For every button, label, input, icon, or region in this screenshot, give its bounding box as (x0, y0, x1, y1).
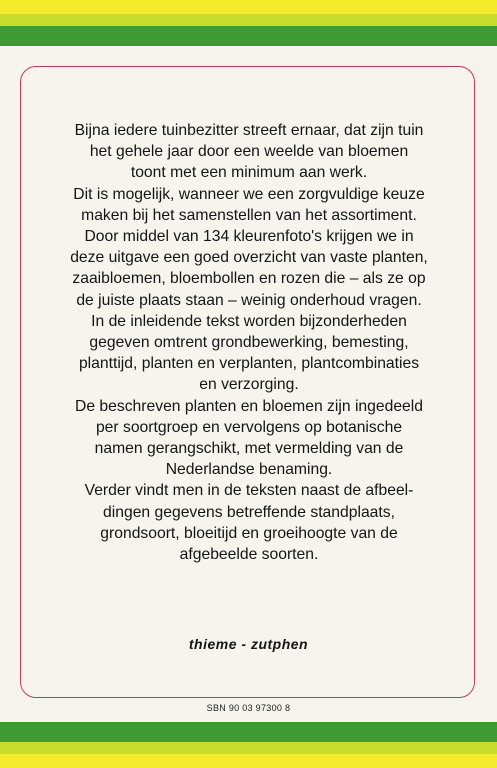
publisher-name: thieme - zutphen (188, 636, 309, 652)
blurb-line: toont met een minimum aan werk. (130, 164, 368, 182)
top-green-stripe (0, 26, 497, 46)
blurb-line: de juiste plaats staan – weinig onderhoud vragen. (76, 291, 422, 309)
isbn-number: SBN 90 03 97300 8 (206, 703, 291, 713)
blurb-line: Door middel van 134 kleurenfoto's krijgen we in (84, 228, 414, 246)
blurb-line: planttijd, planten en verplanten, plantcombinaties (78, 355, 420, 373)
blurb-line: grondsoort, bloeitijd en groeihoogte van de (100, 524, 398, 542)
blurb-line: maken bij het samenstellen van het assortiment. (81, 206, 417, 224)
blurb-text (34, 120, 464, 565)
blurb-line: afgebeelde soorten. (179, 546, 319, 564)
top-yellow-stripe (0, 0, 497, 14)
blurb-line: namen gerangschikt, met vermelding van de (94, 440, 404, 458)
blurb-line: Nederlandse benaming. (165, 461, 333, 479)
blurb-line: en verzorging. (199, 376, 299, 394)
top-lime-stripe (0, 14, 497, 26)
bottom-green-stripe (0, 722, 497, 742)
blurb-line: per soortgroep en vervolgens op botanische (95, 418, 403, 436)
bottom-lime-stripe (0, 742, 497, 754)
blurb-line: gegeven omtrent grondbewerking, bemesting, (89, 334, 409, 352)
blurb-line: deze uitgave een goed overzicht van vaste planten, (70, 249, 428, 267)
blurb-line: zaaibloemen, bloembollen en rozen die – als ze op (72, 270, 426, 288)
blurb-line: In de inleidende tekst worden bijzonderheden (91, 312, 407, 330)
blurb-line: De beschreven planten en bloemen zijn ingedeeld (75, 397, 423, 415)
blurb-line: Verder vindt men in de teksten naast de afbeel- (84, 482, 414, 500)
blurb-line: het gehele jaar door een weelde van bloemen (89, 143, 409, 161)
blurb-line: Bijna iedere tuinbezitter streeft ernaar, dat zijn tuin (74, 122, 424, 139)
blurb-line: Dit is mogelijk, wanneer we een zorgvuldige keuze (73, 185, 425, 203)
bottom-yellow-stripe (0, 754, 497, 768)
blurb-line: dingen gegevens betreffende standplaats, (103, 503, 395, 521)
